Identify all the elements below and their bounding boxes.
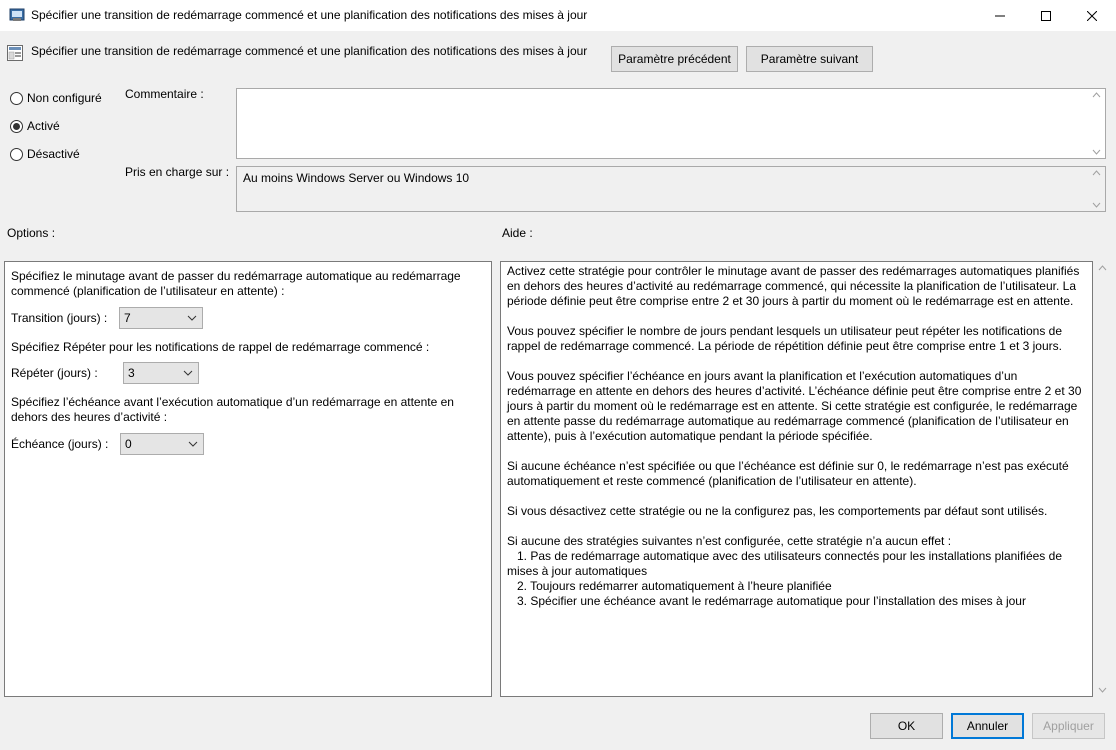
cancel-button[interactable]: Annuler [951,713,1024,739]
close-icon [1087,11,1097,21]
chevron-up-icon[interactable] [1092,92,1101,98]
help-list-item: 3. Spécifier une échéance avant le redémarrage automatique pour l’installation des mises à jour [517,594,1026,608]
chevron-up-icon[interactable] [1098,265,1107,271]
chevron-up-icon[interactable] [1092,170,1101,176]
previous-setting-button[interactable]: Paramètre précédent [611,46,738,72]
radio-label: Non configuré [27,91,102,105]
deadline-dropdown[interactable] [120,433,204,455]
help-paragraph: Activez cette stratégie pour contrôler le minutage avant de passer des redémarrages automatiques planifiés en dehors des heures d’activité au redémarrage commencé, qui nécessite la planification de l’utilisateur. La période définie peut être comprise entre 2 et 30 jours à partir du moment où le redémarrage est en attente. [507,264,1080,308]
minimize-button[interactable] [977,0,1023,31]
supported-field [236,166,1106,212]
help-panel [500,261,1093,697]
radio-button[interactable] [10,92,23,105]
snooze-dropdown[interactable] [123,362,199,384]
chevron-down-icon[interactable] [1098,687,1107,693]
radio-button[interactable] [10,148,23,161]
comment-field[interactable] [236,88,1106,159]
deadline-label: Échéance (jours) : [11,437,109,451]
ok-button[interactable]: OK [870,713,943,739]
supported-scrollbar[interactable] [1088,167,1105,211]
supported-value: Au moins Windows Server ou Windows 10 [243,171,470,185]
chevron-down-icon[interactable] [1092,149,1101,155]
transition-value: 7 [124,311,131,325]
snooze-description: Spécifiez Répéter pour les notifications de rappel de redémarrage commencé : [11,340,430,354]
maximize-button[interactable] [1023,0,1069,31]
transition-dropdown[interactable] [119,307,203,329]
policy-name: Spécifier une transition de redémarrage commencé et une planification des notifications des mises à jour [31,44,588,58]
help-scrollbar[interactable] [1094,261,1111,697]
options-panel [4,261,492,697]
chevron-down-icon [187,315,197,321]
setting-icon [7,45,23,61]
supported-label: Pris en charge sur : [125,165,230,179]
comment-scrollbar[interactable] [1088,89,1105,158]
next-setting-button[interactable]: Paramètre suivant [746,46,873,72]
help-content [507,264,1087,609]
radio-not-configured[interactable] [10,91,102,105]
help-paragraph: Vous pouvez spécifier l’échéance en jours avant la planification et l’exécution automatiques d’un redémarrage en attente en dehors des heures d’activité. L’échéance définie peut être comprise entre 2 et 30 jours à partir du moment où le redémarrage est en attente. Si cette stratégie est configurée, le redémarrage en attente passe du redémarrage automatique au redémarrage commencé (planification de l’utilisateur en attente), puis à l’exécution automatique pendant la période spécifiée. [507,369,1082,443]
snooze-label: Répéter (jours) : [11,366,98,380]
maximize-icon [1041,11,1051,21]
title-bar [0,0,1116,31]
comment-label: Commentaire : [125,87,204,101]
window-title: Spécifier une transition de redémarrage commencé et une planification des notifications des mises à jour [31,8,588,22]
options-label: Options : [7,226,56,240]
radio-label: Désactivé [27,147,80,161]
snooze-value: 3 [128,366,135,380]
transition-label: Transition (jours) : [11,311,108,325]
help-list-item: 1. Pas de redémarrage automatique avec des utilisateurs connectés pour les installations planifiées de mises à jour automatiques [507,549,1062,578]
apply-button[interactable]: Appliquer [1032,713,1105,739]
deadline-description: Spécifiez l’échéance avant l’exécution automatique d’un redémarrage en attente en dehors des heures d’activité : [11,395,454,424]
help-label: Aide : [502,226,533,240]
chevron-down-icon [183,370,193,376]
radio-selected-dot [13,123,20,130]
transition-description: Spécifiez le minutage avant de passer du redémarrage automatique au redémarrage commencé (planification de l’utilisateur en attente) : [11,269,461,298]
help-paragraph: Si aucune échéance n’est spécifiée ou que l’échéance est définie sur 0, le redémarrage n’est pas exécuté automatiquement et reste commencé (planification de l’utilisateur en attente). [507,459,1069,488]
help-paragraph: Vous pouvez spécifier le nombre de jours pendant lesquels un utilisateur peut répéter les notifications de rappel de redémarrage commencé. La période de répétition définie peut être comprise entre 1 et 3 jours. [507,324,1063,353]
radio-disabled[interactable] [10,147,80,161]
chevron-down-icon [188,441,198,447]
radio-label: Activé [27,119,60,133]
help-list-item: 2. Toujours redémarrer automatiquement à l’heure planifiée [517,579,832,593]
chevron-down-icon[interactable] [1092,202,1101,208]
minimize-icon [995,11,1005,21]
radio-enabled[interactable] [10,119,60,133]
help-paragraph: Si vous désactivez cette stratégie ou ne la configurez pas, les comportements par défaut sont utilisés. [507,504,1048,518]
close-button[interactable] [1069,0,1115,31]
policy-icon [9,8,25,22]
radio-button[interactable] [10,120,23,133]
help-paragraph: Si aucune des stratégies suivantes n’est configurée, cette stratégie n’a aucun effet : [507,534,952,548]
deadline-value: 0 [125,437,132,451]
